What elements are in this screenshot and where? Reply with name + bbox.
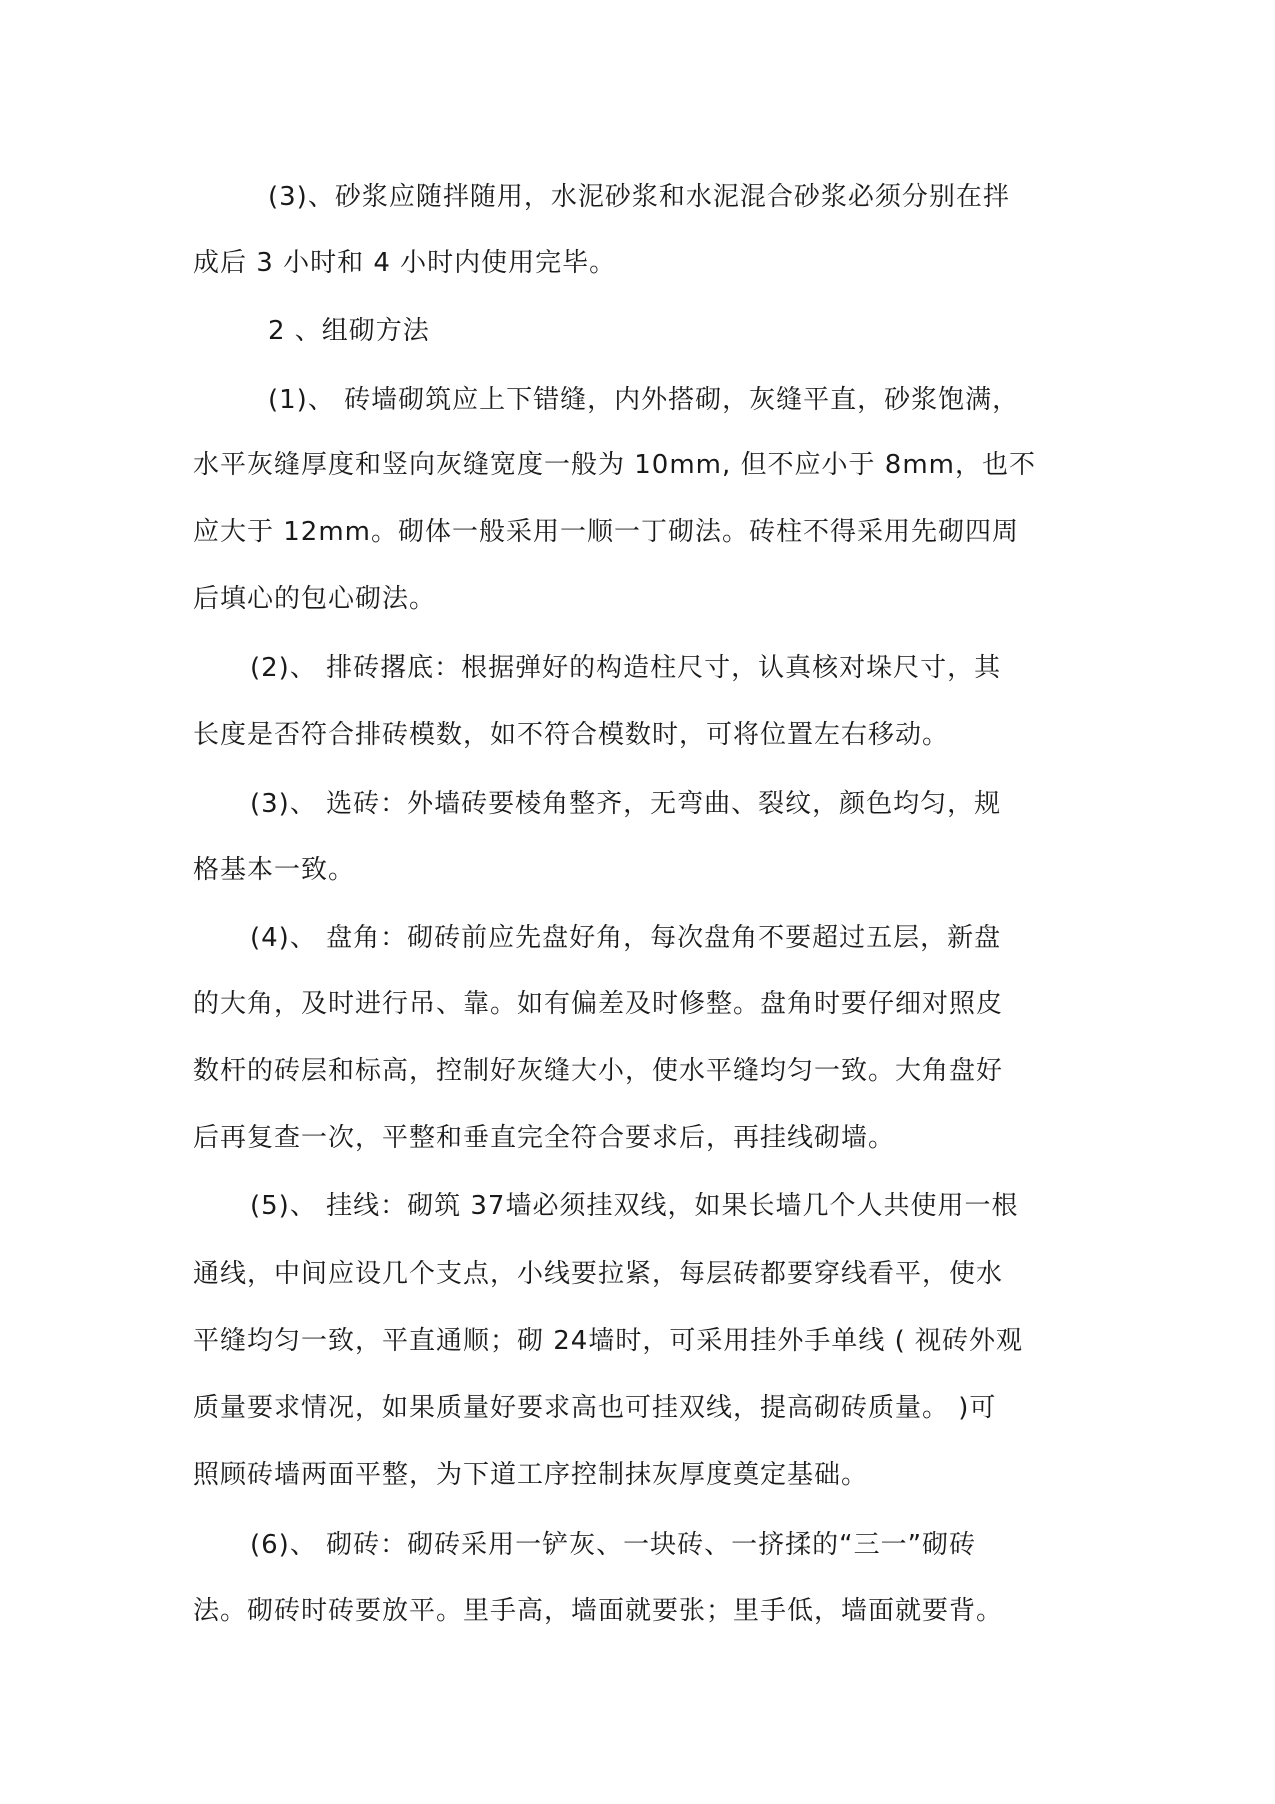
text-line: 成后 3 小时和 4 小时内使用完毕。	[193, 248, 617, 278]
text-line: 通线，中间应设几个支点，小线要拉紧，每层砖都要穿线看平，使水	[193, 1259, 1004, 1289]
text-line: 照顾砖墙两面平整，为下道工序控制抹灰厚度奠定基础。	[193, 1460, 869, 1490]
text-line: 质量要求情况，如果质量好要求高也可挂双线，提高砌砖质量。 )可	[193, 1393, 997, 1423]
text-line: 法。砌砖时砖要放平。里手高，墙面就要张；里手低，墙面就要背。	[193, 1596, 1004, 1626]
text-line: (6)、 砌砖：砌砖采用一铲灰、一块砖、一挤揉的“三一”砌砖	[250, 1530, 977, 1560]
text-line: 应大于 12mm。砌体一般采用一顺一丁砌法。砖柱不得采用先砌四周	[193, 517, 1020, 547]
section-heading: 2 、组砌方法	[268, 316, 430, 346]
text-line: 水平灰缝厚度和竖向灰缝宽度一般为 10mm, 但不应小于 8mm，也不	[193, 450, 1036, 480]
text-line: (5)、 挂线：砌筑 37墙必须挂双线，如果长墙几个人共使用一根	[250, 1191, 1019, 1221]
text-line: 的大角，及时进行吊、靠。如有偏差及时修整。盘角时要仔细对照皮	[193, 989, 1004, 1019]
text-line: 后填心的包心砌法。	[193, 584, 437, 614]
text-line: (1)、 砖墙砌筑应上下错缝，内外搭砌，灰缝平直，砂浆饱满，	[268, 385, 1020, 415]
text-line: 长度是否符合排砖模数，如不符合模数时，可将位置左右移动。	[193, 720, 950, 750]
text-line: (3)、砂浆应随拌随用，水泥砂浆和水泥混合砂浆必须分别在拌	[268, 182, 1010, 212]
text-line: (2)、 排砖撂底：根据弹好的构造柱尺寸，认真核对垛尺寸，其	[250, 653, 1002, 683]
text-line: 平缝均匀一致，平直通顺；砌 24墙时，可采用挂外手单线 ( 视砖外观	[193, 1326, 1024, 1356]
text-line: 数杆的砖层和标高，控制好灰缝大小，使水平缝均匀一致。大角盘好	[193, 1056, 1004, 1086]
text-line: 后再复查一次，平整和垂直完全符合要求后，再挂线砌墙。	[193, 1123, 896, 1153]
text-line: (3)、 选砖：外墙砖要棱角整齐，无弯曲、裂纹，颜色均匀，规	[250, 789, 1002, 819]
text-line: (4)、 盘角：砌砖前应先盘好角，每次盘角不要超过五层，新盘	[250, 923, 1002, 953]
text-line: 格基本一致。	[193, 855, 356, 885]
